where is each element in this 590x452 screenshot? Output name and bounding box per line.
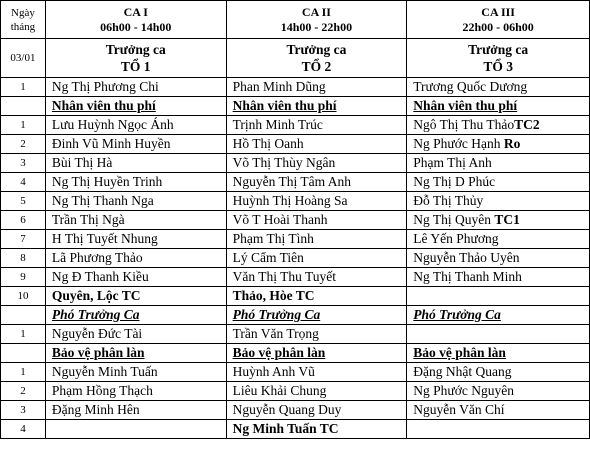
cell-text: Võ T Hoài Thanh bbox=[232, 212, 328, 227]
shift-1-cell bbox=[45, 211, 226, 230]
shift-1-cell bbox=[45, 116, 226, 135]
shift-3-cell bbox=[407, 154, 590, 173]
cell-text: Nguyễn Thảo Uyên bbox=[413, 250, 520, 265]
team-2-leader-cell: Trưởng ca TỔ 2 bbox=[226, 39, 407, 78]
cell-text: Huỳnh Anh Vũ bbox=[232, 364, 315, 379]
table-row bbox=[1, 173, 590, 192]
shift-2-cell bbox=[226, 306, 407, 325]
shift-2-cell bbox=[226, 173, 407, 192]
cell-text: Nguyễn Đức Tài bbox=[51, 326, 143, 341]
cell-text: Nguyễn Quang Duy bbox=[232, 402, 342, 417]
table-row bbox=[1, 268, 590, 287]
shift-1-cell bbox=[45, 135, 226, 154]
cell-text: Văn Thị Thu Tuyết bbox=[232, 269, 336, 284]
table-row bbox=[1, 420, 590, 439]
cell-text: Đỗ Thị Thủy bbox=[413, 193, 484, 208]
shift-1-cell bbox=[45, 78, 226, 97]
cell-text: Bảo vệ phân làn bbox=[413, 345, 506, 360]
shift-2-cell bbox=[226, 97, 407, 116]
row-number-cell: 1 bbox=[1, 325, 46, 344]
cell-text: Huỳnh Thị Hoàng Sa bbox=[232, 193, 348, 208]
cell-text: Ng Đ Thanh Kiều bbox=[51, 269, 149, 284]
row-number-cell: 4 bbox=[1, 173, 46, 192]
team-leader-row bbox=[1, 39, 590, 78]
cell-text: Phạm Thị Tình bbox=[232, 231, 314, 246]
shift-3-cell bbox=[407, 401, 590, 420]
shift-1-cell bbox=[45, 401, 226, 420]
shift-2-cell bbox=[226, 78, 407, 97]
shift-2-cell bbox=[226, 135, 407, 154]
cell-text: Võ Thị Thùy Ngân bbox=[232, 155, 336, 170]
shift-3-cell bbox=[407, 420, 590, 439]
shift-1-cell bbox=[45, 382, 226, 401]
shift-3-cell bbox=[407, 78, 590, 97]
table-row bbox=[1, 154, 590, 173]
shift-2-cell bbox=[226, 192, 407, 211]
cell-text: Ng Thị Thanh Minh bbox=[413, 269, 522, 284]
cell-text: Đinh Vũ Minh Huyền bbox=[51, 136, 171, 151]
team-3-leader-cell: Trưởng ca TỔ 3 bbox=[407, 39, 590, 78]
row-number-cell: 2 bbox=[1, 135, 46, 154]
cell-text: Ngô Thị Thu Thảo bbox=[413, 117, 515, 132]
cell-text: Phó Trưởng Ca bbox=[413, 307, 501, 322]
shift-2-cell bbox=[226, 230, 407, 249]
team-leader-tag: Ro bbox=[503, 136, 521, 151]
row-number-cell: 7 bbox=[1, 230, 46, 249]
table-row bbox=[1, 97, 590, 116]
shift-1-cell bbox=[45, 192, 226, 211]
shift-1-cell bbox=[45, 249, 226, 268]
cell-text: Liêu Khải Chung bbox=[232, 383, 327, 398]
shift-3-cell bbox=[407, 287, 590, 306]
cell-text: Nguyễn Văn Chí bbox=[413, 402, 505, 417]
cell-text: Nhân viên thu phí bbox=[413, 98, 518, 113]
row-number-cell bbox=[1, 97, 46, 116]
shift-3-cell bbox=[407, 325, 590, 344]
row-number-cell: 3 bbox=[1, 154, 46, 173]
cell-text: Nhân viên thu phí bbox=[232, 98, 337, 113]
shift-1-cell bbox=[45, 306, 226, 325]
cell-text: H Thị Tuyết Nhung bbox=[51, 231, 158, 246]
table-row bbox=[1, 192, 590, 211]
row-number-cell: 3 bbox=[1, 401, 46, 420]
table-row bbox=[1, 344, 590, 363]
shift-1-cell bbox=[45, 287, 226, 306]
cell-text: Ng Thị D Phúc bbox=[413, 174, 496, 189]
shift-1-cell bbox=[45, 97, 226, 116]
row-number-cell: 8 bbox=[1, 249, 46, 268]
cell-text: Phạm Hồng Thạch bbox=[51, 383, 153, 398]
shift-2-cell bbox=[226, 382, 407, 401]
shift-2-cell bbox=[226, 325, 407, 344]
shift-1-name: CA I bbox=[123, 4, 148, 19]
shift-2-time: 14h00 - 22h00 bbox=[280, 19, 353, 34]
cell-text: Ng Thị Thanh Nga bbox=[51, 193, 154, 208]
shift-1-cell bbox=[45, 268, 226, 287]
shift-1-cell bbox=[45, 344, 226, 363]
shift-3-time: 22h00 - 06h00 bbox=[462, 19, 534, 34]
shift-3-cell bbox=[407, 192, 590, 211]
shift-3-cell bbox=[407, 268, 590, 287]
date-cell: 03/01 bbox=[1, 39, 46, 78]
cell-text: Trần Văn Trọng bbox=[232, 326, 319, 341]
cell-text: Quyên, Lộc TC bbox=[51, 288, 141, 303]
cell-text: Lý Cẩm Tiên bbox=[232, 250, 304, 265]
table-row bbox=[1, 287, 590, 306]
roster-body bbox=[1, 1, 590, 439]
table-row bbox=[1, 78, 590, 97]
row-number-cell bbox=[1, 306, 46, 325]
cell-text: Trần Thị Ngà bbox=[51, 212, 125, 227]
shift-1-cell bbox=[45, 173, 226, 192]
table-row bbox=[1, 401, 590, 420]
shift-2-cell bbox=[226, 420, 407, 439]
shift-1-cell bbox=[45, 420, 226, 439]
row-number-cell: 1 bbox=[1, 363, 46, 382]
cell-text: Nguyễn Minh Tuấn bbox=[51, 364, 158, 379]
shift-3-header bbox=[407, 1, 590, 39]
cell-text: Nhân viên thu phí bbox=[51, 98, 156, 113]
row-number-cell bbox=[1, 344, 46, 363]
team-leader-tag: TC2 bbox=[514, 117, 540, 132]
cell-text: Phạm Thị Anh bbox=[413, 155, 492, 170]
shift-2-name: CA II bbox=[301, 4, 331, 19]
table-row bbox=[1, 249, 590, 268]
team-1-leader-cell: Trưởng ca TỔ 1 bbox=[45, 39, 226, 78]
cell-text: Ng Thị Huyền Trinh bbox=[51, 174, 163, 189]
cell-text: Đặng Minh Hên bbox=[51, 402, 140, 417]
shift-3-cell bbox=[407, 230, 590, 249]
table-row bbox=[1, 135, 590, 154]
shift-2-cell bbox=[226, 116, 407, 135]
shift-3-cell bbox=[407, 135, 590, 154]
shift-2-header bbox=[226, 1, 407, 39]
shift-2-cell bbox=[226, 268, 407, 287]
cell-text: Trịnh Minh Trúc bbox=[232, 117, 323, 132]
cell-text: Đặng Nhật Quang bbox=[413, 364, 512, 379]
cell-text: Lê Yến Phương bbox=[413, 231, 499, 246]
table-row bbox=[1, 211, 590, 230]
shift-3-cell bbox=[407, 363, 590, 382]
row-number-cell: 4 bbox=[1, 420, 46, 439]
cell-text: Lã Phương Thảo bbox=[51, 250, 143, 265]
cell-text: Nguyễn Thị Tâm Anh bbox=[232, 174, 351, 189]
cell-text: Bảo vệ phân làn bbox=[232, 345, 326, 360]
cell-text: Trương Quốc Dương bbox=[413, 79, 528, 94]
row-number-cell: 2 bbox=[1, 382, 46, 401]
shift-1-cell bbox=[45, 230, 226, 249]
shift-1-header bbox=[45, 1, 226, 39]
shift-2-cell bbox=[226, 363, 407, 382]
shift-2-cell bbox=[226, 154, 407, 173]
shift-1-cell bbox=[45, 154, 226, 173]
header-row bbox=[1, 1, 590, 39]
cell-text: Thảo, Hòe TC bbox=[232, 288, 315, 303]
day-month-label: Ngày tháng bbox=[10, 6, 36, 33]
shift-1-cell bbox=[45, 363, 226, 382]
table-row bbox=[1, 230, 590, 249]
shift-2-cell bbox=[226, 211, 407, 230]
shift-3-cell bbox=[407, 344, 590, 363]
row-number-cell: 6 bbox=[1, 211, 46, 230]
cell-text: Lưu Huỳnh Ngọc Ánh bbox=[51, 117, 174, 132]
shift-2-cell bbox=[226, 249, 407, 268]
cell-text: Ng Minh Tuấn TC bbox=[232, 421, 339, 436]
cell-text: Phó Trưởng Ca bbox=[232, 307, 321, 322]
table-row bbox=[1, 116, 590, 135]
row-number-cell: 10 bbox=[1, 287, 46, 306]
cell-text: Hồ Thị Oanh bbox=[232, 136, 304, 151]
shift-3-cell bbox=[407, 173, 590, 192]
team-leader-tag: TC1 bbox=[494, 212, 520, 227]
row-number-cell: 5 bbox=[1, 192, 46, 211]
shift-1-time: 06h00 - 14h00 bbox=[100, 19, 172, 34]
table-row bbox=[1, 325, 590, 344]
table-row bbox=[1, 363, 590, 382]
shift-3-name: CA III bbox=[481, 4, 515, 19]
day-month-header bbox=[1, 1, 46, 39]
cell-text: Bảo vệ phân làn bbox=[51, 345, 145, 360]
shift-3-cell bbox=[407, 249, 590, 268]
row-number-cell: 1 bbox=[1, 78, 46, 97]
row-number-cell: 1 bbox=[1, 116, 46, 135]
shift-3-cell bbox=[407, 97, 590, 116]
cell-text: Phan Minh Dũng bbox=[232, 79, 326, 94]
shift-3-cell bbox=[407, 382, 590, 401]
shift-1-cell bbox=[45, 325, 226, 344]
cell-text: Ng Phước Hạnh bbox=[413, 136, 504, 151]
shift-3-cell bbox=[407, 116, 590, 135]
table-row bbox=[1, 382, 590, 401]
shift-2-cell bbox=[226, 344, 407, 363]
cell-text: Ng Thị Phương Chi bbox=[51, 79, 159, 94]
shift-2-cell bbox=[226, 287, 407, 306]
table-row bbox=[1, 306, 590, 325]
cell-text: Ng Thị Quyên bbox=[413, 212, 495, 227]
cell-text: Phó Trưởng Ca bbox=[51, 307, 140, 322]
shift-3-cell bbox=[407, 306, 590, 325]
row-number-cell: 9 bbox=[1, 268, 46, 287]
shift-2-cell bbox=[226, 401, 407, 420]
cell-text: Ng Phước Nguyên bbox=[413, 383, 514, 398]
cell-text: Bùi Thị Hà bbox=[51, 155, 113, 170]
shift-3-cell bbox=[407, 211, 590, 230]
